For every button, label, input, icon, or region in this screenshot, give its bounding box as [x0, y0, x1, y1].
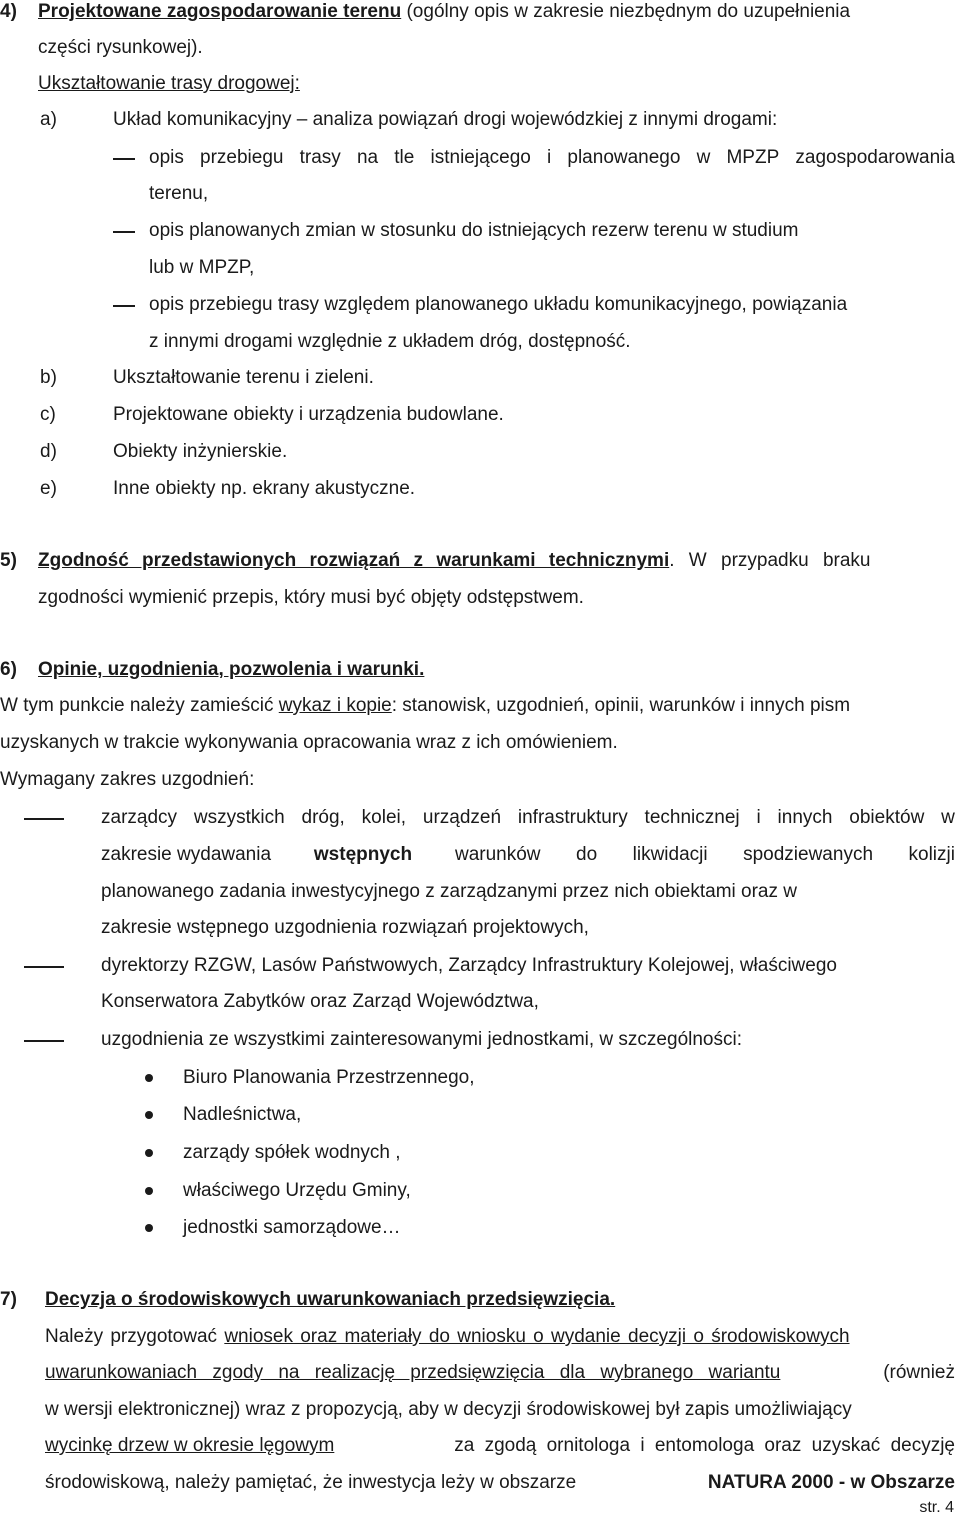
- section-number: 6): [0, 659, 17, 680]
- dash-item-line: zakresie wstępnego uzgodnienia rozwiązań projektowych,: [101, 917, 589, 938]
- list-label: b): [40, 367, 57, 388]
- dash-item-line: planowanego zadania inwestycyjnego z zarządzanymi przez nich obiektami oraz w: [101, 881, 797, 902]
- heading-note: (ogólny opis w zakresie niezbędnym do uzupełnienia: [406, 1, 851, 22]
- dash-item-line: z innymi drogami względnie z układem dróg, dostępność.: [149, 331, 631, 352]
- section-heading-line: [38, 549, 955, 573]
- dash-item-line: terenu,: [149, 183, 209, 204]
- subheading: Ukształtowanie trasy drogowej:: [38, 73, 300, 94]
- dash-marker: [113, 231, 135, 233]
- section-heading: Opinie, uzgodnienia, pozwolenia i warunki.: [38, 659, 425, 680]
- paragraph-line: uwarunkowaniach zgody na realizację przedsięwzięcia dla wybranego wariantu (również: [45, 1362, 955, 1383]
- list-item-text: Projektowane obiekty i urządzenia budowlane.: [113, 404, 504, 425]
- inline-underlined: uwarunkowaniach zgody na realizację przedsięwzięcia dla wybranego wariantu: [45, 1362, 781, 1383]
- dash-item-line: zakresie wydawania wstępnych warunków do likwidacji spodziewanych kolizji: [101, 844, 955, 865]
- paragraph-line: części rysunkowej).: [38, 37, 203, 58]
- section-heading: Decyzja o środowiskowych uwarunkowaniach przedsięwzięcia.: [45, 1289, 616, 1310]
- bullet-item: zarządy spółek wodnych ,: [183, 1142, 401, 1163]
- paragraph-line: W tym punkcie należy zamieścić wykaz i kopie: stanowisk, uzgodnień, opinii, warunków i innych pism: [0, 695, 851, 716]
- dash-item-line: uzgodnienia ze wszystkimi zainteresowanymi jednostkami, w szczególności:: [101, 1029, 742, 1050]
- section-number: 7): [0, 1289, 17, 1310]
- dash-item-line: dyrektorzy RZGW, Lasów Państwowych, Zarządcy Infrastruktury Kolejowej, właściwego: [101, 955, 837, 976]
- paragraph-line: zgodności wymienić przepis, który musi być objęty odstępstwem.: [38, 587, 584, 608]
- section-heading-group: Zgodność przedstawionych rozwiązań z warunkami technicznymi. W przypadku braku: [38, 550, 871, 571]
- section-heading: Zgodność przedstawionych rozwiązań z warunkami technicznymi: [38, 550, 670, 571]
- paragraph-line: Wymagany zakres uzgodnień:: [0, 769, 255, 790]
- list-item-text: Układ komunikacyjny – analiza powiązań drogi wojewódzkiej z innymi drogami:: [113, 109, 778, 130]
- list-item-text: Inne obiekty np. ekrany akustyczne.: [113, 478, 416, 499]
- list-label: e): [40, 478, 57, 499]
- dash-marker: [24, 1040, 64, 1042]
- dash-item-line: opis przebiegu trasy względem planowanego układu komunikacyjnego, powiązania: [149, 294, 848, 315]
- bullet-marker: [145, 1224, 153, 1232]
- list-label: a): [40, 109, 57, 130]
- list-label: d): [40, 441, 57, 462]
- list-item-text: Obiekty inżynierskie.: [113, 441, 288, 462]
- bullet-marker: [145, 1187, 153, 1195]
- dash-marker: [24, 818, 64, 820]
- bullet-marker: [145, 1074, 153, 1082]
- dash-item-line: zarządcy wszystkich dróg, kolei, urządzeń infrastruktury technicznej i innych obiektów w: [101, 807, 955, 828]
- bullet-item: Nadleśnictwa,: [183, 1104, 302, 1125]
- section-number: 4): [0, 1, 17, 22]
- inline-underlined: wykaz i kopie: [278, 695, 392, 716]
- list-label: c): [40, 404, 56, 425]
- paragraph-line: wycinkę drzew w okresie lęgowym za zgodą ornitologa i entomologa oraz uzyskać decyzję: [45, 1435, 955, 1456]
- dash-marker: [113, 305, 135, 307]
- inline-bold: wstępnych: [313, 844, 413, 865]
- section-heading: Projektowane zagospodarowanie terenu: [38, 1, 402, 22]
- paragraph-line: w wersji elektronicznej) wraz z propozycją, aby w decyzji środowiskowej był zapis umożliwiający: [45, 1399, 852, 1420]
- page-number: str. 4: [919, 1499, 954, 1516]
- dash-item-line: Konserwatora Zabytków oraz Zarząd Województwa,: [101, 991, 539, 1012]
- dash-item-line: opis przebiegu trasy na tle istniejącego i planowanego w MPZP zagospodarowania: [149, 147, 955, 168]
- section-heading-line: [38, 0, 850, 24]
- dash-marker: [113, 158, 135, 160]
- dash-item-line: lub w MPZP,: [149, 257, 255, 278]
- paragraph-line: Należy przygotować wniosek oraz materiały do wniosku o wydanie decyzji o środowiskowych: [45, 1326, 850, 1347]
- dash-item-line: opis planowanych zmian w stosunku do istniejących rezerw terenu w studium: [149, 220, 799, 241]
- list-item-text: Ukształtowanie terenu i zieleni.: [113, 367, 374, 388]
- paragraph-line: uzyskanych w trakcie wykonywania opracowania wraz z ich omówieniem.: [0, 732, 618, 753]
- inline-bold: NATURA 2000 - w Obszarze: [707, 1472, 955, 1493]
- bullet-item: właściwego Urzędu Gminy,: [183, 1180, 411, 1201]
- inline-underlined: wniosek oraz materiały do wniosku o wydanie decyzji o środowiskowych: [224, 1326, 850, 1347]
- bullet-marker: [145, 1149, 153, 1157]
- bullet-item: jednostki samorządowe…: [183, 1217, 401, 1238]
- inline-underlined: wycinkę drzew w okresie lęgowym: [45, 1435, 335, 1456]
- dash-marker: [24, 966, 64, 968]
- paragraph-line: środowiskową, należy pamiętać, że inwestycja leży w obszarze NATURA 2000 - w Obszarze: [45, 1472, 955, 1493]
- bullet-marker: [145, 1111, 153, 1119]
- bullet-item: Biuro Planowania Przestrzennego,: [183, 1067, 475, 1088]
- section-number: 5): [0, 550, 17, 571]
